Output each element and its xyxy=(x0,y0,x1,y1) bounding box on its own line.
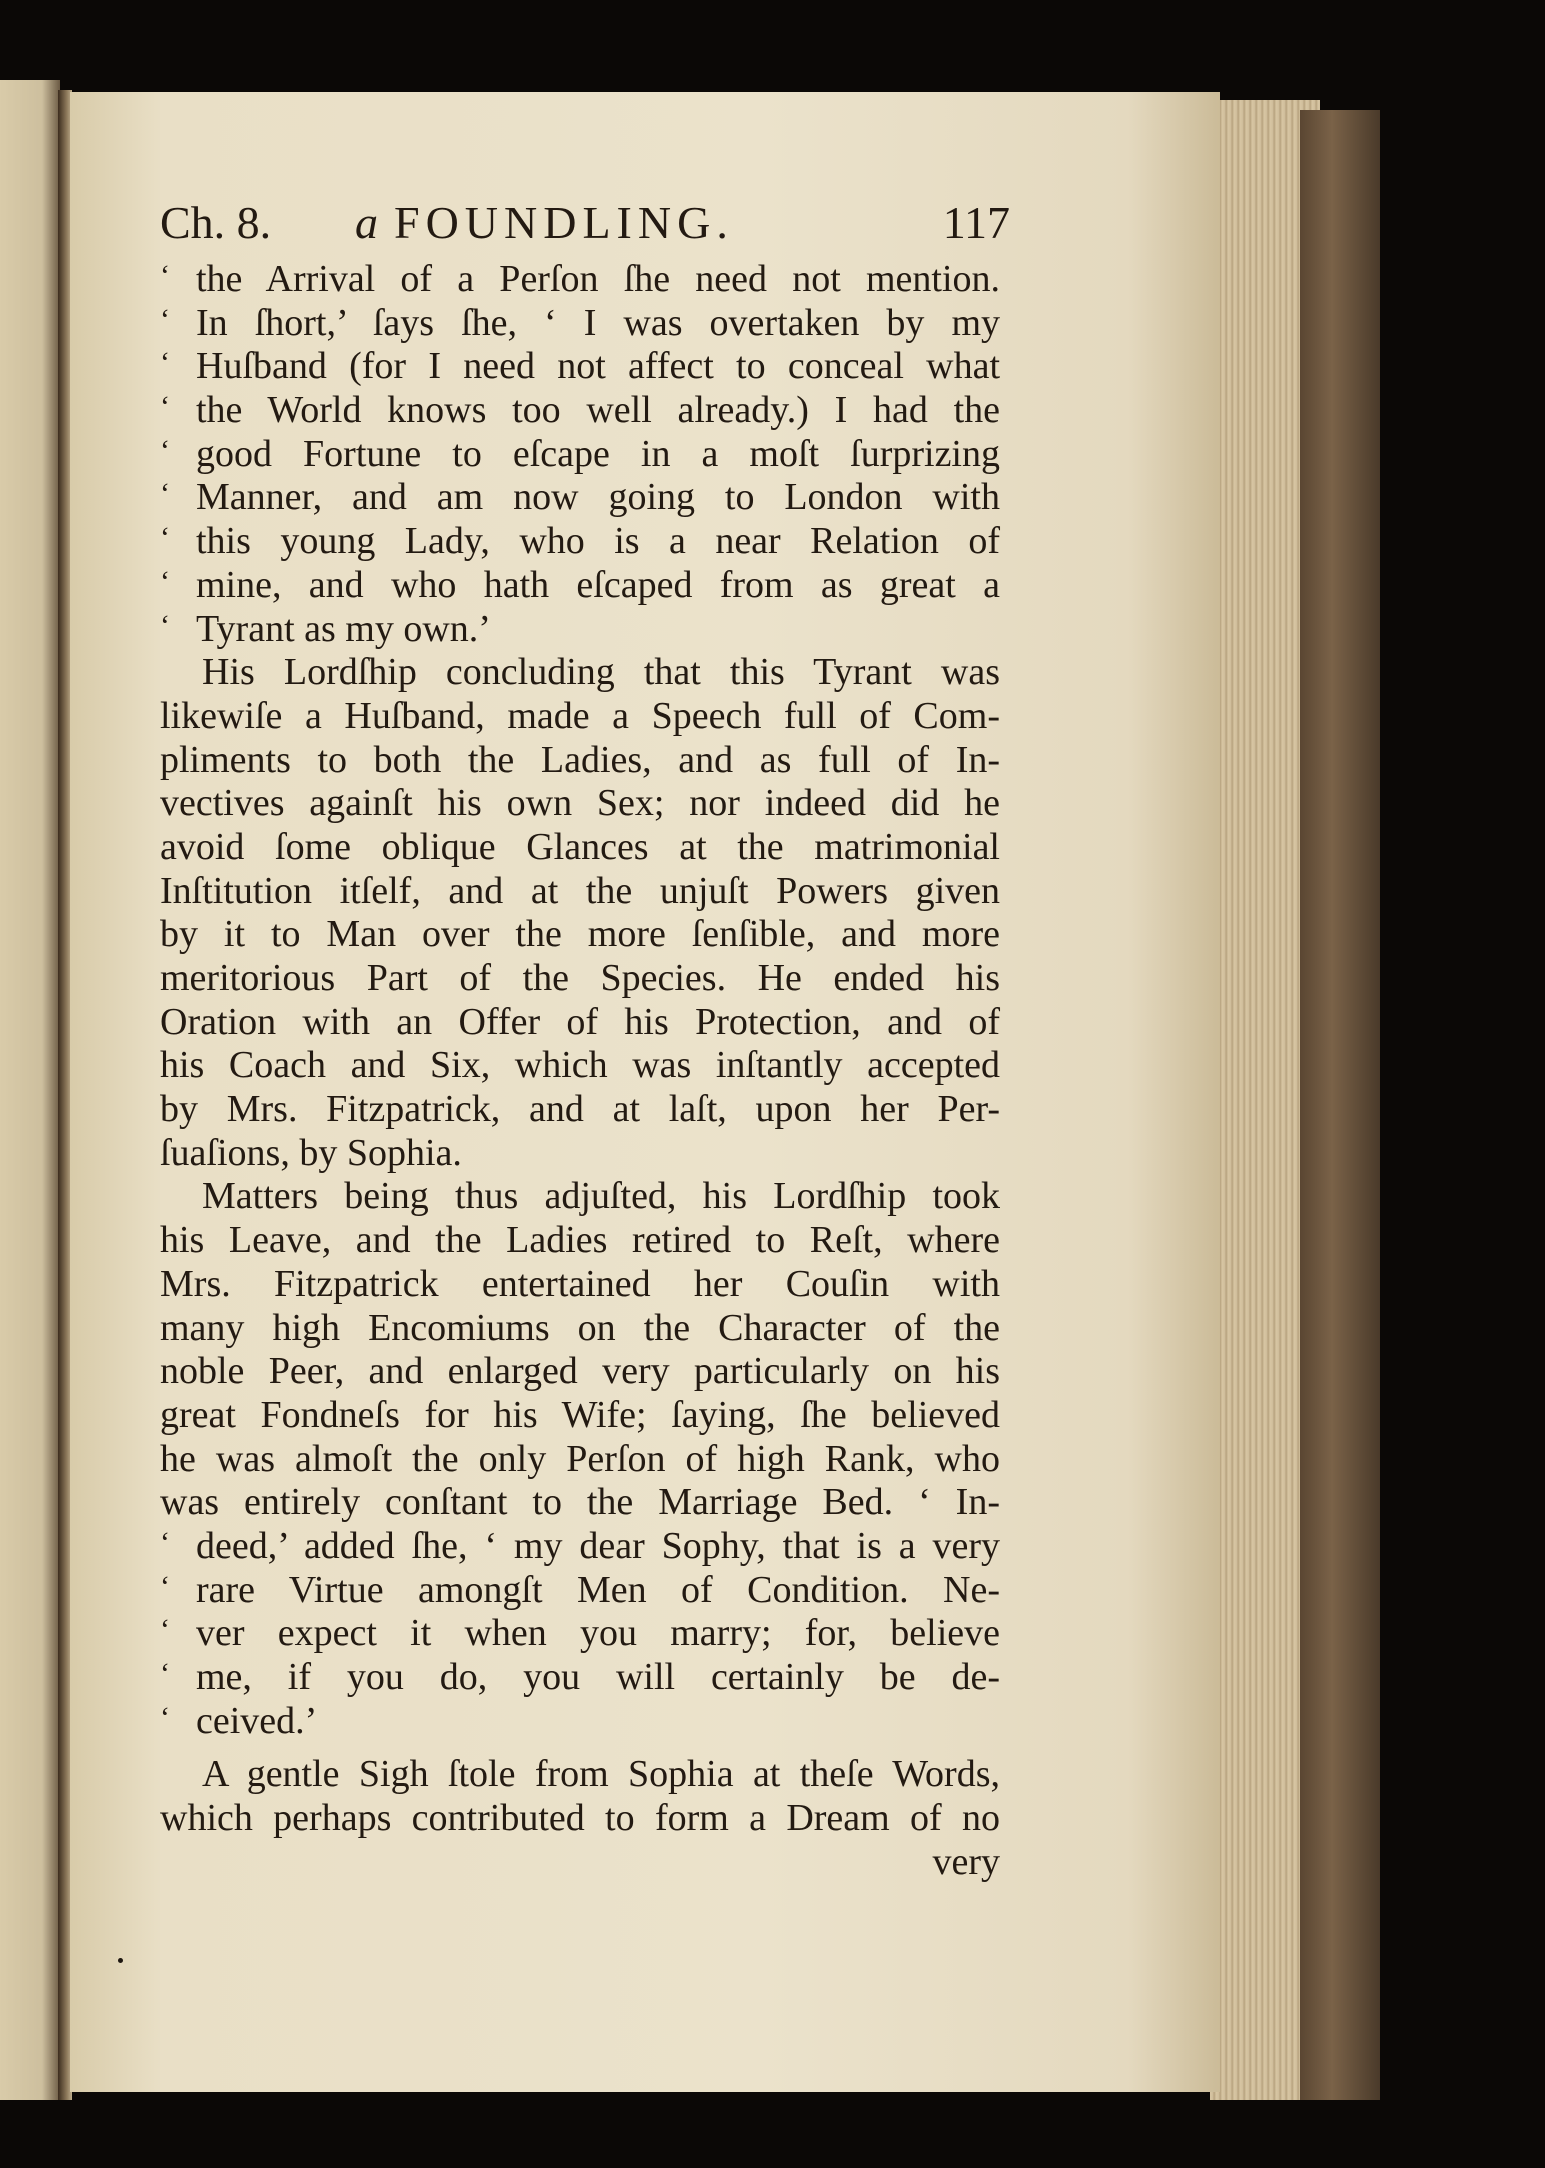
text-line: ‘ the Arrival of a Perſon ſhe need not mention. xyxy=(160,258,1000,302)
ink-speck xyxy=(118,1958,123,1963)
text-line: A gentle Sigh ſtole from Sophia at theſe Words, xyxy=(202,1753,1000,1796)
text-line: great Fondneſs for his Wife; ſaying, ſhe believed xyxy=(160,1393,1000,1436)
text-line: pliments to both the Ladies, and as full of In- xyxy=(160,738,1000,781)
running-title-main: FOUNDLING. xyxy=(394,197,734,248)
text-line: his Leave, and the Ladies retired to Reſt, where xyxy=(160,1219,1000,1262)
text-line: ‘ rare Virtue amongſt Men of Condition. Ne- xyxy=(160,1569,1000,1613)
text-line: ‘ ceived.’ xyxy=(160,1700,1000,1744)
text-line: ‘ me, if you do, you will certainly be de- xyxy=(160,1656,1000,1700)
text-line: Matters being thus adjuſted, his Lordſhip took xyxy=(202,1175,1000,1218)
text-line: ‘ In ſhort,’ ſays ſhe, ‘ I was overtaken by my xyxy=(160,302,1000,346)
text-line: which perhaps contributed to form a Dream of no xyxy=(160,1797,1000,1840)
catchword: very xyxy=(932,1840,1000,1883)
running-title-prefix: a xyxy=(355,197,378,248)
text-line: ‘ good Fortune to eſcape in a moſt ſurprizing xyxy=(160,433,1000,477)
text-line: was entirely conſtant to the Marriage Bed. ‘ In- xyxy=(160,1481,1000,1524)
text-line: he was almoſt the only Perſon of high Rank, who xyxy=(160,1437,1000,1480)
text-line: ‘ Manner, and am now going to London with xyxy=(160,476,1000,520)
text-line: His Lordſhip concluding that this Tyrant was xyxy=(202,651,1000,694)
text-line: Inſtitution itſelf, and at the unjuſt Powers given xyxy=(160,869,1000,912)
text-line: Oration with an Offer of his Protection, and of xyxy=(160,1000,1000,1043)
text-line: ‘ the World knows too well already.) I had the xyxy=(160,389,1000,433)
text-line: ‘ this young Lady, who is a near Relation of xyxy=(160,520,1000,564)
text-line: vectives againſt his own Sex; nor indeed did he xyxy=(160,782,1000,825)
text-line: avoid ſome oblique Glances at the matrimonial xyxy=(160,825,1000,868)
page-number: 117 xyxy=(942,197,1010,248)
text-line: ‘ Tyrant as my own.’ xyxy=(160,608,1000,652)
running-title xyxy=(355,196,734,249)
chapter-label: Ch. 8. xyxy=(160,197,272,248)
book-cover-edge xyxy=(1300,110,1380,2100)
text-line: ‘ Huſband (for I need not affect to conceal what xyxy=(160,345,1000,389)
text-line: ‘ ver expect it when you marry; for, believe xyxy=(160,1612,1000,1656)
left-page-edge xyxy=(0,80,60,2100)
body-text xyxy=(160,258,1000,1884)
running-header xyxy=(160,196,1010,266)
text-line: ‘ mine, and who hath eſcaped from as great a xyxy=(160,564,1000,608)
text-line: likewiſe a Huſband, made a Speech full of Com- xyxy=(160,694,1000,737)
text-line: many high Encomiums on the Character of the xyxy=(160,1306,1000,1349)
text-line: ſuaſions, by Sophia. xyxy=(160,1131,462,1174)
text-line: meritorious Part of the Species. He ended his xyxy=(160,957,1000,999)
text-line: noble Peer, and enlarged very particularly on his xyxy=(160,1350,1000,1393)
text-line: his Coach and Six, which was inſtantly accepted xyxy=(160,1044,1000,1087)
text-line: by Mrs. Fitzpatrick, and at laſt, upon her Per- xyxy=(160,1088,1000,1131)
text-line: Mrs. Fitzpatrick entertained her Couſin with xyxy=(160,1262,1000,1305)
text-line: ‘ deed,’ added ſhe, ‘ my dear Sophy, that is a very xyxy=(160,1525,1000,1569)
text-line: by it to Man over the more ſenſible, and more xyxy=(160,913,1000,956)
